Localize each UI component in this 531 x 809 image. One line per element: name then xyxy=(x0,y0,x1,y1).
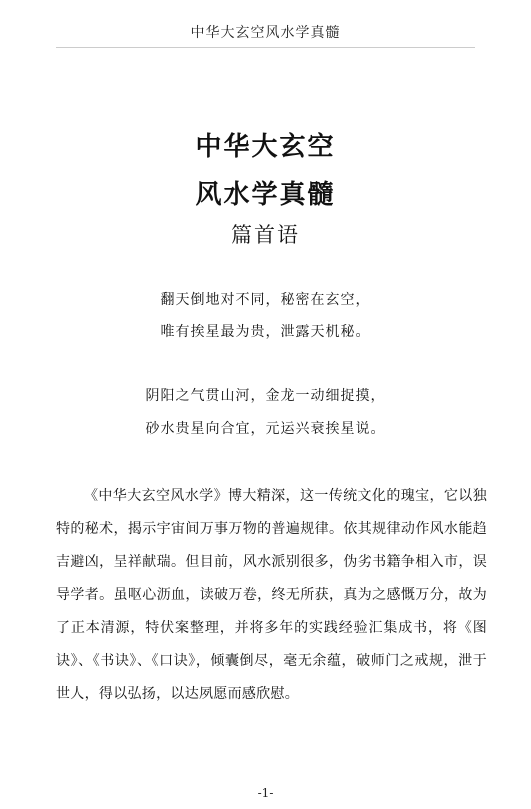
poem-line-4: 砂水贵星向合宜，元运兴衰挨星说。 xyxy=(145,421,386,437)
body-paragraph: 《中华大玄空风水学》博大精深，这一传统文化的瑰宝，它以独特的秘术，揭示宇宙间万事万物的普遍规律。依其规律动作风水能趋吉避凶，呈祥献瑞。但目前，风水派别很多，伪劣书籍争相入市，误导学者。虽呕心沥血，读破万卷，终无所获，真为之感慨万分，故为了正本清源，特伏案整理，并将多年的实践经验汇集成书，将《图诀》、《书诀》、《口诀》，倾囊倒尽，毫无余蕴，破师门之戒规，泄于世人，得以弘扬，以达夙愿而感欣慰。 xyxy=(56,488,487,702)
header-divider xyxy=(56,47,475,48)
page-number: -1- xyxy=(257,786,274,800)
section-subtitle: 篇首语 xyxy=(231,223,300,247)
poem-line-2: 唯有挨星最为贵，泄露天机秘。 xyxy=(160,324,371,340)
running-header: 中华大玄空风水学真髓 xyxy=(190,25,341,41)
main-title-line-2: 风水学真髓 xyxy=(195,180,336,210)
poem-line-1: 翻天倒地对不同，秘密在玄空， xyxy=(160,292,371,308)
poem-line-3: 阴阳之气贯山河，金龙一动细捉摸， xyxy=(145,388,386,404)
main-title-line-1: 中华大玄空 xyxy=(195,132,336,162)
